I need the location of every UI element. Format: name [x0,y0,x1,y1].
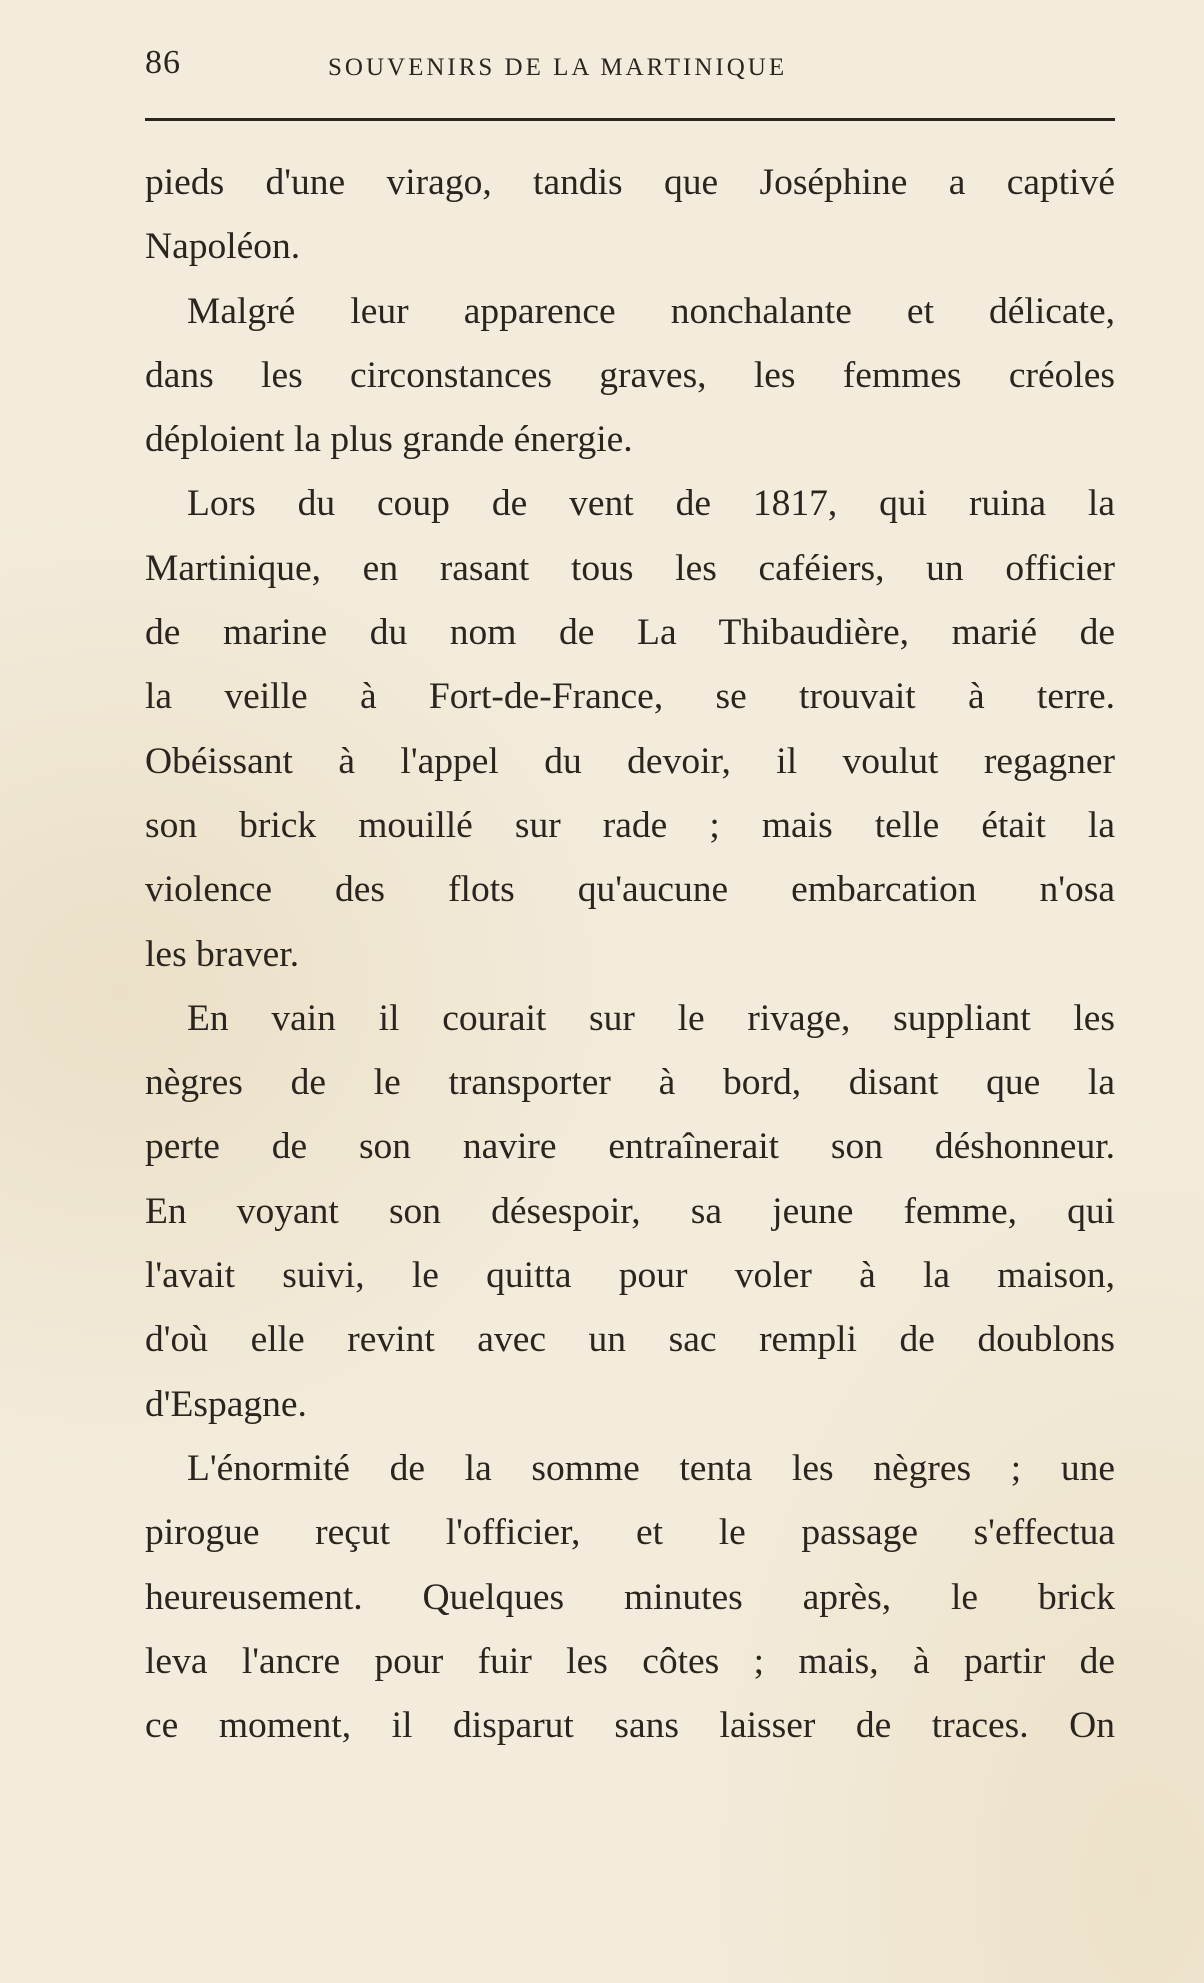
text-line: de marine du nom de La Thibaudière, marié de [145,612,1115,654]
text-line: d'où elle revint avec un sac rempli de doublons [145,1319,1115,1361]
text-line: d'Espagne. [145,1383,307,1425]
text-line: l'avait suivi, le quitta pour voler à la maison, [145,1255,1115,1297]
text-line: Malgré leur apparence nonchalante et délicate, [187,290,1115,332]
header-rule [145,118,1115,121]
text-line: Obéissant à l'appel du devoir, il voulut regagner [145,740,1115,782]
text-line: son brick mouillé sur rade ; mais telle était la [145,804,1115,846]
text-line: pirogue reçut l'officier, et le passage s'effectua [145,1512,1115,1554]
text-line: Martinique, en rasant tous les caféiers, un officier [145,547,1115,589]
page-header [145,44,1115,94]
text-line: déploient la plus grande énergie. [145,419,633,461]
text-line: les braver. [145,933,300,975]
text-line: L'énormité de la somme tenta les nègres ; une [187,1447,1115,1489]
text-line: Lors du coup de vent de 1817, qui ruina la [187,483,1115,525]
body-text [145,151,1115,1758]
page-number: 86 [145,44,181,81]
text-line: nègres de le transporter à bord, disant que la [145,1062,1115,1104]
text-line: heureusement. Quelques minutes après, le brick [145,1576,1115,1618]
text-line: En voyant son désespoir, sa jeune femme, qui [145,1190,1115,1232]
text-line: perte de son navire entraînerait son déshonneur. [145,1126,1115,1168]
text-line: la veille à Fort-de-France, se trouvait à terre. [145,676,1115,718]
text-line: pieds d'une virago, tandis que Joséphine a captivé [145,162,1115,203]
text-line: dans les circonstances graves, les femmes créoles [145,354,1115,396]
text-line: violence des flots qu'aucune embarcation n'osa [145,869,1115,911]
running-title: SOUVENIRS DE LA MARTINIQUE [328,54,788,81]
text-line: En vain il courait sur le rivage, suppliant les [187,997,1115,1039]
text-line: leva l'ancre pour fuir les côtes ; mais, à partir de [145,1640,1115,1682]
text-line: Napoléon. [145,226,301,268]
text-line: ce moment, il disparut sans laisser de traces. On [145,1705,1115,1747]
